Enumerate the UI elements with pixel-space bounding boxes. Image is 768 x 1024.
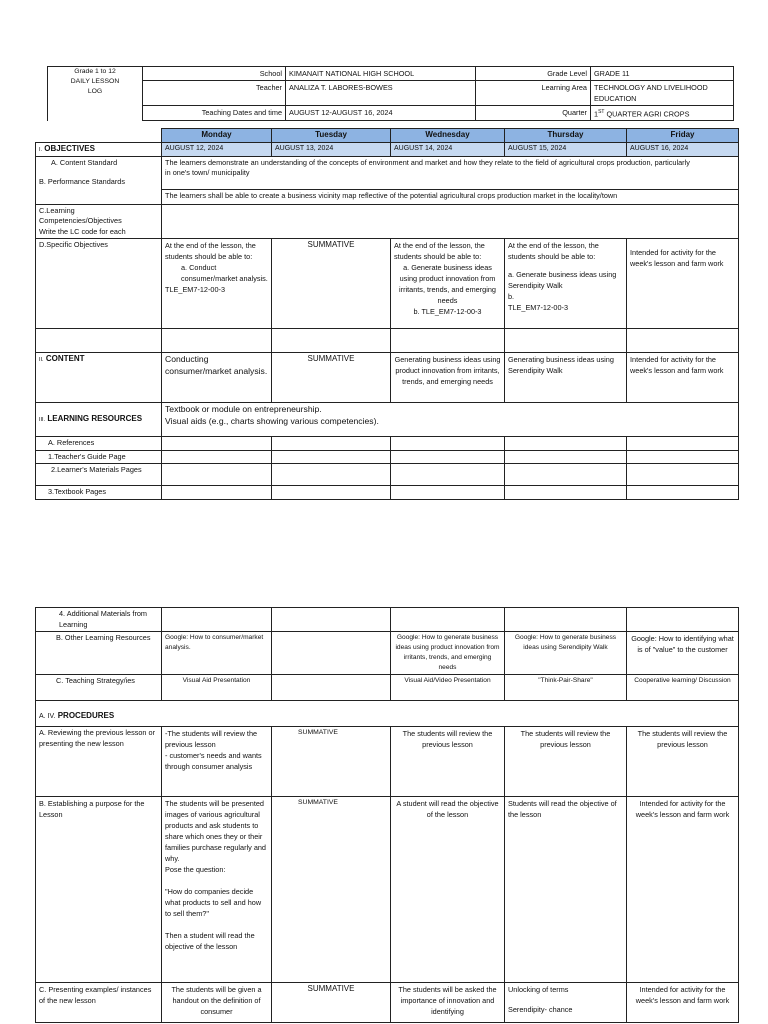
other-resources-wednesday: Google: How to generate business ideas using product innovation from irritants, trends, and emerging needs bbox=[391, 632, 505, 675]
strategy-monday: Visual Aid Presentation bbox=[162, 675, 272, 701]
day-monday: Monday bbox=[162, 129, 272, 143]
examples-label: C. Presenting examples/ instances of the new lesson bbox=[36, 983, 162, 1023]
review-wednesday: The students will review the previous lesson bbox=[391, 727, 505, 797]
objectives-thursday: At the end of the lesson, the students should be able to: a. Generate business ideas using Serendipity Walk b. TLE_EM7-12-00-3 bbox=[505, 239, 627, 329]
learning-area-label: Learning Area bbox=[476, 81, 591, 106]
content-friday: Intended for activity for the week's lesson and farm work bbox=[627, 353, 739, 403]
content-standard: The learners demonstrate an understanding of the concepts of environment and market and how they relate to the field of agricultural crops production, particularly in one's town/ municipality bbox=[162, 156, 739, 189]
review-friday: The students will review the previous lesson bbox=[627, 727, 739, 797]
textbook-label: 3.Textbook Pages bbox=[36, 486, 162, 500]
strategy-thursday: "Think-Pair-Share" bbox=[505, 675, 627, 701]
grade-level-label: Grade Level bbox=[476, 67, 591, 81]
header-table bbox=[47, 66, 734, 121]
log-title: Grade 1 to 12 DAILY LESSON LOG bbox=[48, 67, 143, 121]
references-label: A. References bbox=[36, 437, 162, 451]
review-label: A. Reviewing the previous lesson or presenting the new lesson bbox=[36, 727, 162, 797]
review-thursday: The students will review the previous lesson bbox=[505, 727, 627, 797]
school-label: School bbox=[143, 67, 286, 81]
content-heading: II. CONTENT bbox=[36, 353, 162, 403]
other-resources-label: B. Other Learning Resources bbox=[36, 632, 162, 675]
lc-value bbox=[162, 204, 739, 239]
teacher-label: Teacher bbox=[143, 81, 286, 106]
purpose-friday: Intended for activity for the week's lesson and farm work bbox=[627, 797, 739, 983]
objectives-heading: I. OBJECTIVES bbox=[36, 142, 162, 156]
date-monday: AUGUST 12, 2024 bbox=[162, 142, 272, 156]
objectives-wednesday: At the end of the lesson, the students should be able to: a. Generate business ideas using product innovation from irritants, trends, and emerging needs b. TLE_EM7-12-00-3 bbox=[391, 239, 505, 329]
objectives-friday: Intended for activity for the week's lesson and farm work bbox=[627, 239, 739, 329]
standards-labels: A. Content Standard B. Performance Standards bbox=[36, 156, 162, 189]
content-monday: Conducting consumer/market analysis. bbox=[162, 353, 272, 403]
resources-heading: III. LEARNING RESOURCES bbox=[36, 403, 162, 437]
date-tuesday: AUGUST 13, 2024 bbox=[272, 142, 391, 156]
day-thursday: Thursday bbox=[505, 129, 627, 143]
dates-label: Teaching Dates and time bbox=[143, 106, 286, 121]
resources-text: Textbook or module on entrepreneurship. Visual aids (e.g., charts showing various competencies). bbox=[162, 403, 739, 437]
purpose-monday: The students will be presented images of various agricultural products and ask students to share which ones they or their families purchase regularly and why. Pose the question: "How do companies decide what products to sell and how to sell them?" Then a student will read the objective of the lesson bbox=[162, 797, 272, 983]
other-resources-monday: Google: How to consumer/market analysis. bbox=[162, 632, 272, 675]
performance-standard: The learners shall be able to create a business vicinity map reflective of the potential agricultural crops production market in the locality/town bbox=[162, 189, 739, 204]
date-wednesday: AUGUST 14, 2024 bbox=[391, 142, 505, 156]
other-resources-friday: Google: How to identifying what is of "value" to the customer bbox=[627, 632, 739, 675]
content-wednesday: Generating business ideas using product innovation from irritants, trends, and emerging needs bbox=[391, 353, 505, 403]
review-tuesday: SUMMATIVE bbox=[272, 727, 391, 797]
strategy-friday: Cooperative learning/ Discussion bbox=[627, 675, 739, 701]
learners-materials-label: 2.Learner's Materials Pages bbox=[36, 464, 162, 486]
date-thursday: AUGUST 15, 2024 bbox=[505, 142, 627, 156]
objectives-tuesday: SUMMATIVE bbox=[272, 239, 391, 329]
procedures-heading: A. IV. PROCEDURES bbox=[36, 707, 739, 727]
purpose-tuesday: SUMMATIVE bbox=[272, 797, 391, 983]
lesson-log-table-page-1 bbox=[35, 128, 739, 500]
examples-monday: The students will be given a handout on the definition of consumer bbox=[162, 983, 272, 1023]
purpose-thursday: Students will read the objective of the lesson bbox=[505, 797, 627, 983]
quarter-value: 1ST QUARTER AGRI CROPS bbox=[591, 106, 734, 121]
teachers-guide-label: 1.Teacher's Guide Page bbox=[36, 450, 162, 464]
purpose-label: B. Establishing a purpose for the Lesson bbox=[36, 797, 162, 983]
content-thursday: Generating business ideas using Serendipity Walk bbox=[505, 353, 627, 403]
lc-label: C.Learning Competencies/Objectives Write the LC code for each bbox=[36, 204, 162, 239]
dates-value: AUGUST 12-AUGUST 16, 2024 bbox=[286, 106, 476, 121]
teacher-value: ANALIZA T. LABORES-BOWES bbox=[286, 81, 476, 106]
date-friday: AUGUST 16, 2024 bbox=[627, 142, 739, 156]
other-resources-thursday: Google: How to generate business ideas using Serendipity Walk bbox=[505, 632, 627, 675]
examples-wednesday: The students will be asked the importance of innovation and identifying bbox=[391, 983, 505, 1023]
content-tuesday: SUMMATIVE bbox=[272, 353, 391, 403]
school-value: KIMANAIT NATIONAL HIGH SCHOOL bbox=[286, 67, 476, 81]
examples-tuesday: SUMMATIVE bbox=[272, 983, 391, 1023]
day-friday: Friday bbox=[627, 129, 739, 143]
examples-thursday: Unlocking of terms Serendipity- chance bbox=[505, 983, 627, 1023]
examples-friday: Intended for activity for the week's lesson and farm work bbox=[627, 983, 739, 1023]
quarter-label: Quarter bbox=[476, 106, 591, 121]
additional-materials-label: 4. Additional Materials from Learning bbox=[36, 608, 162, 632]
specific-objectives-label: D.Specific Objectives bbox=[36, 239, 162, 329]
lesson-log-table-page-2 bbox=[35, 607, 739, 1023]
objectives-monday: At the end of the lesson, the students should be able to: a. Conduct consumer/market analysis. TLE_EM7-12-00-3 bbox=[162, 239, 272, 329]
strategy-wednesday: Visual Aid/Video Presentation bbox=[391, 675, 505, 701]
grade-level-value: GRADE 11 bbox=[591, 67, 734, 81]
review-monday: -The students will review the previous lesson - customer's needs and wants through consumer analysis bbox=[162, 727, 272, 797]
day-tuesday: Tuesday bbox=[272, 129, 391, 143]
learning-area-value: TECHNOLOGY AND LIVELIHOOD EDUCATION bbox=[591, 81, 734, 106]
purpose-wednesday: A student will read the objective of the lesson bbox=[391, 797, 505, 983]
strategy-label: C. Teaching Strategy/ies bbox=[36, 675, 162, 701]
day-wednesday: Wednesday bbox=[391, 129, 505, 143]
